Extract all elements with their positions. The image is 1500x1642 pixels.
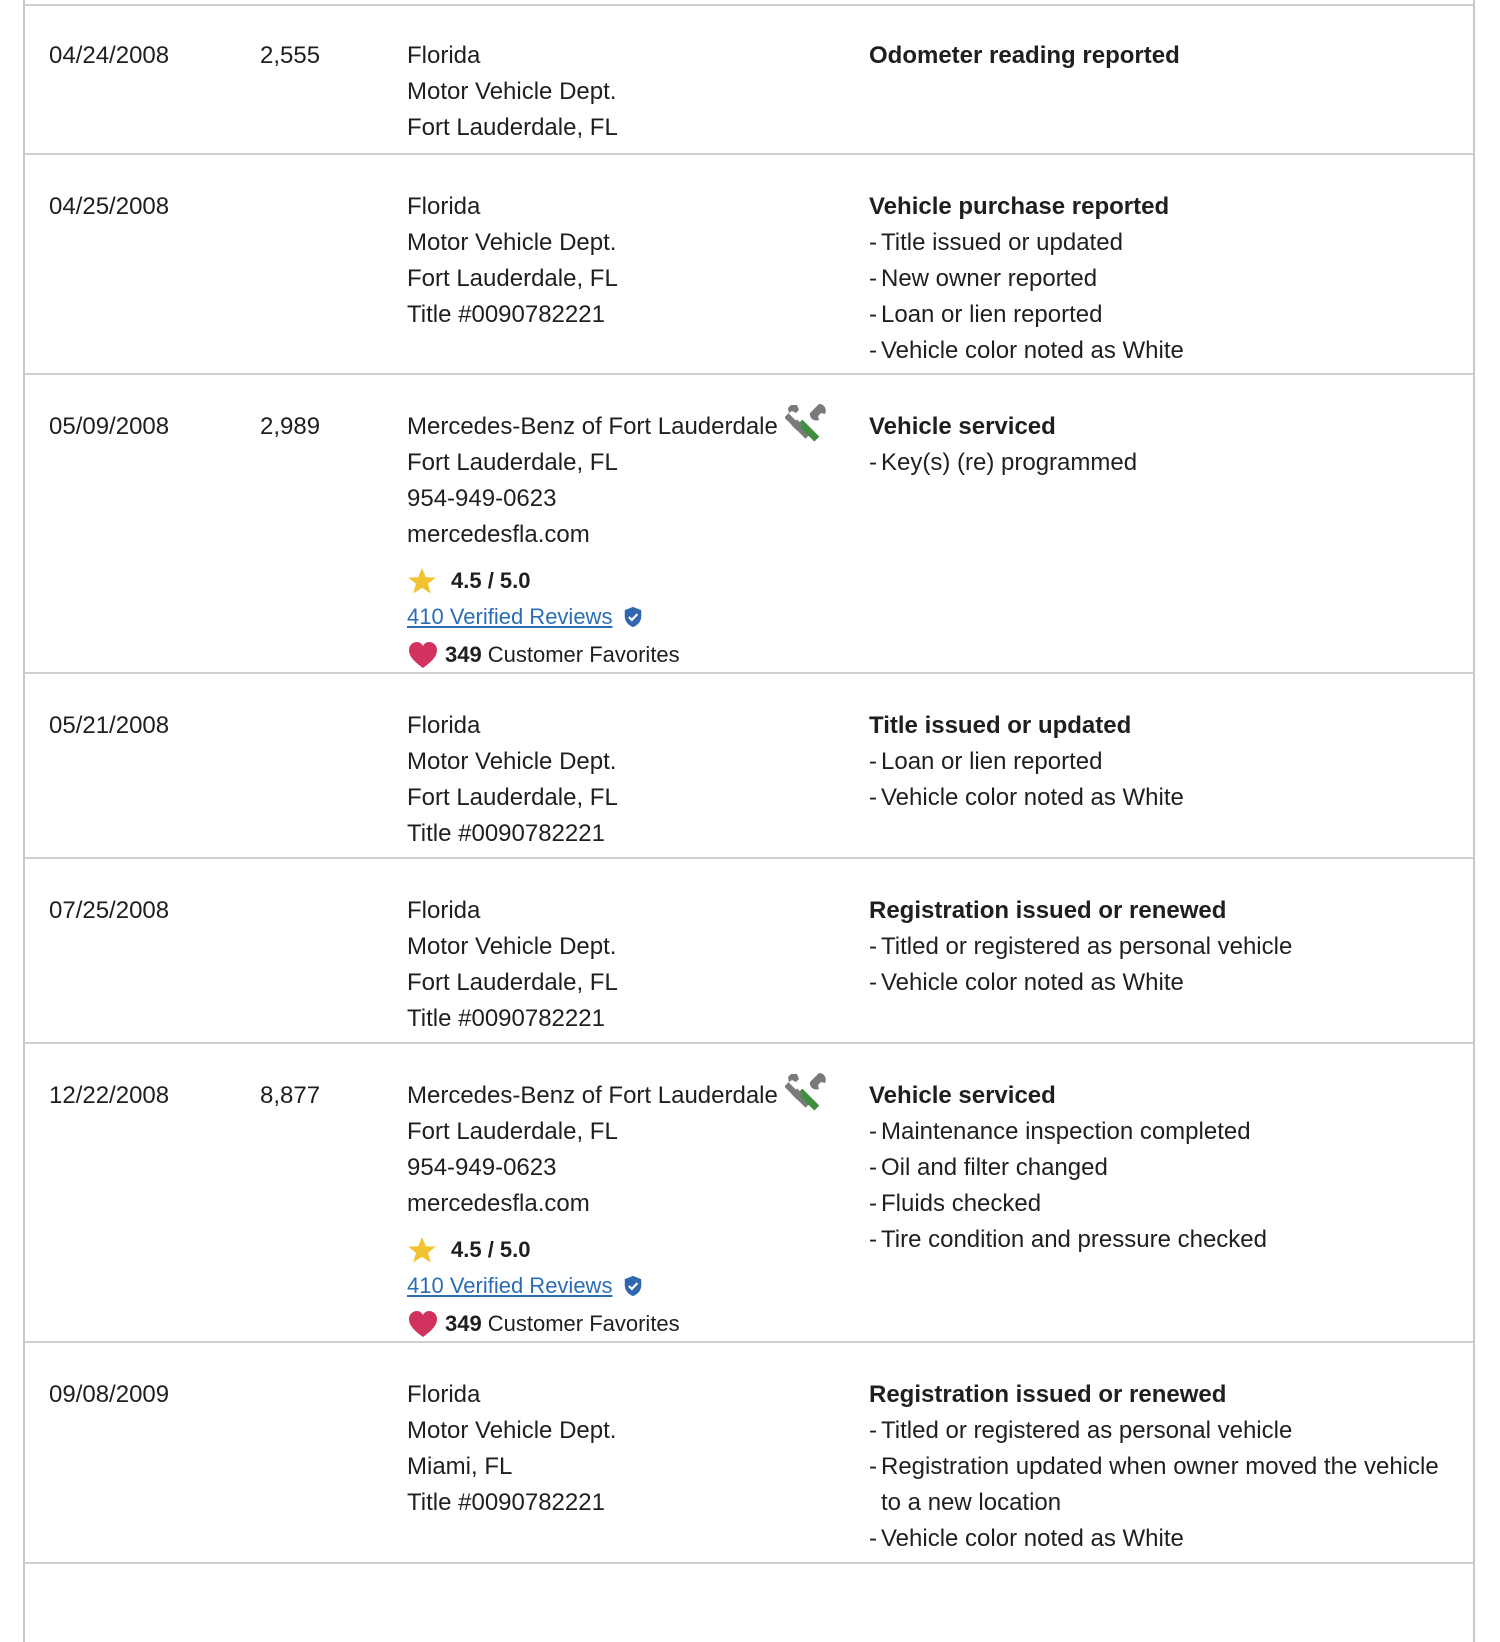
- verified-reviews-link[interactable]: 410 Verified Reviews: [407, 604, 613, 629]
- record-mileage: 2,989: [260, 413, 321, 440]
- event-detail-item: - Loan or lien reported: [869, 744, 1449, 780]
- record-details: [869, 893, 1449, 1001]
- heart-icon: [407, 640, 445, 670]
- dealer-rating: [407, 1232, 767, 1268]
- event-detail-item: - Titled or registered as personal vehicle: [869, 929, 1449, 965]
- record-source: [407, 708, 767, 852]
- event-detail-item: - Title issued or updated: [869, 225, 1449, 261]
- record-source: [407, 189, 767, 333]
- event-detail-item: - Loan or lien reported: [869, 297, 1449, 333]
- customer-favorites: [407, 637, 767, 673]
- record-date: 05/09/2008: [49, 413, 170, 440]
- record-details: [869, 38, 1449, 74]
- record-date: 07/25/2008: [49, 897, 170, 924]
- source-line: Motor Vehicle Dept.: [407, 933, 617, 960]
- source-line: Fort Lauderdale, FL: [407, 449, 618, 476]
- table-row: [25, 859, 1473, 1044]
- heart-icon: [407, 1309, 445, 1339]
- rating-value: 4.5 / 5.0: [451, 1237, 531, 1262]
- favorites-count: 349: [445, 642, 482, 667]
- table-row: [25, 4, 1473, 155]
- source-line[interactable]: mercedesfla.com: [407, 521, 590, 548]
- source-line: Motor Vehicle Dept.: [407, 229, 617, 256]
- record-source: [407, 38, 767, 146]
- rating-value: 4.5 / 5.0: [451, 568, 531, 593]
- source-line: Motor Vehicle Dept.: [407, 78, 617, 105]
- record-date: 12/22/2008: [49, 1082, 170, 1109]
- favorites-label: Customer Favorites: [487, 642, 680, 667]
- event-heading: Vehicle serviced: [869, 1082, 1056, 1109]
- record-date: 04/25/2008: [49, 193, 170, 220]
- event-detail-item: - Vehicle color noted as White: [869, 780, 1449, 816]
- event-detail-item: - Maintenance inspection completed: [869, 1114, 1449, 1150]
- table-row: [25, 1343, 1473, 1564]
- source-line: Florida: [407, 42, 481, 69]
- event-detail-item: - Registration updated when owner moved the vehicle to a new location: [869, 1449, 1449, 1521]
- verified-shield-icon: [612, 1275, 644, 1297]
- table-row: [25, 375, 1473, 674]
- source-line: Motor Vehicle Dept.: [407, 1417, 617, 1444]
- favorites-count: 349: [445, 1311, 482, 1336]
- dealer-rating: [407, 563, 767, 599]
- event-detail-item: - Vehicle color noted as White: [869, 333, 1449, 369]
- service-tools-icon: [785, 401, 829, 445]
- reviews-row: [407, 1268, 767, 1304]
- source-line: Mercedes-Benz of Fort Lauderdale: [407, 1082, 778, 1109]
- source-line: Florida: [407, 1381, 481, 1408]
- record-details: [869, 708, 1449, 816]
- source-line: Fort Lauderdale, FL: [407, 784, 618, 811]
- record-mileage: 8,877: [260, 1082, 321, 1109]
- verified-reviews-link[interactable]: 410 Verified Reviews: [407, 1273, 613, 1298]
- source-line: Motor Vehicle Dept.: [407, 748, 617, 775]
- source-line: Florida: [407, 712, 481, 739]
- table-row: [25, 155, 1473, 375]
- source-line: Title #0090782221: [407, 1005, 605, 1032]
- table-row: [25, 674, 1473, 859]
- event-heading: Vehicle purchase reported: [869, 193, 1170, 220]
- record-details: [869, 1377, 1449, 1557]
- source-line: 954-949-0623: [407, 1154, 557, 1181]
- event-heading: Vehicle serviced: [869, 413, 1056, 440]
- history-table: [23, 0, 1475, 1642]
- event-detail-item: - Oil and filter changed: [869, 1150, 1449, 1186]
- event-detail-item: - Vehicle color noted as White: [869, 965, 1449, 1001]
- source-line: Fort Lauderdale, FL: [407, 1118, 618, 1145]
- favorites-label: Customer Favorites: [487, 1311, 680, 1336]
- record-source: [407, 1377, 767, 1521]
- table-row: [25, 1044, 1473, 1343]
- source-line: Mercedes-Benz of Fort Lauderdale: [407, 413, 778, 440]
- reviews-row: [407, 599, 767, 635]
- record-date: 09/08/2009: [49, 1381, 170, 1408]
- record-details: [869, 189, 1449, 369]
- event-detail-item: - New owner reported: [869, 261, 1449, 297]
- service-tools-icon: [785, 1070, 829, 1114]
- record-source: [407, 409, 778, 673]
- source-line: Title #0090782221: [407, 1489, 605, 1516]
- source-line: Miami, FL: [407, 1453, 513, 1480]
- customer-favorites: [407, 1306, 767, 1342]
- record-details: [869, 409, 1449, 481]
- verified-shield-icon: [612, 606, 644, 628]
- event-detail-item: - Tire condition and pressure checked: [869, 1222, 1449, 1258]
- event-heading: Odometer reading reported: [869, 42, 1180, 69]
- source-line: Title #0090782221: [407, 301, 605, 328]
- event-heading: Registration issued or renewed: [869, 1381, 1227, 1408]
- record-date: 04/24/2008: [49, 42, 170, 69]
- star-icon: [407, 1235, 445, 1265]
- record-source: [407, 893, 767, 1037]
- event-detail-item: - Key(s) (re) programmed: [869, 445, 1449, 481]
- star-icon: [407, 566, 445, 596]
- source-line: Fort Lauderdale, FL: [407, 969, 618, 996]
- source-line[interactable]: mercedesfla.com: [407, 1190, 590, 1217]
- source-line: Title #0090782221: [407, 820, 605, 847]
- source-line: 954-949-0623: [407, 485, 557, 512]
- event-heading: Title issued or updated: [869, 712, 1132, 739]
- record-mileage: 2,555: [260, 42, 321, 69]
- source-line: Fort Lauderdale, FL: [407, 114, 618, 141]
- event-detail-item: - Vehicle color noted as White: [869, 1521, 1449, 1557]
- source-line: Florida: [407, 193, 481, 220]
- event-heading: Registration issued or renewed: [869, 897, 1227, 924]
- event-detail-item: - Titled or registered as personal vehicle: [869, 1413, 1449, 1449]
- record-source: [407, 1078, 778, 1342]
- record-date: 05/21/2008: [49, 712, 170, 739]
- source-line: Fort Lauderdale, FL: [407, 265, 618, 292]
- record-details: [869, 1078, 1449, 1258]
- source-line: Florida: [407, 897, 481, 924]
- event-detail-item: - Fluids checked: [869, 1186, 1449, 1222]
